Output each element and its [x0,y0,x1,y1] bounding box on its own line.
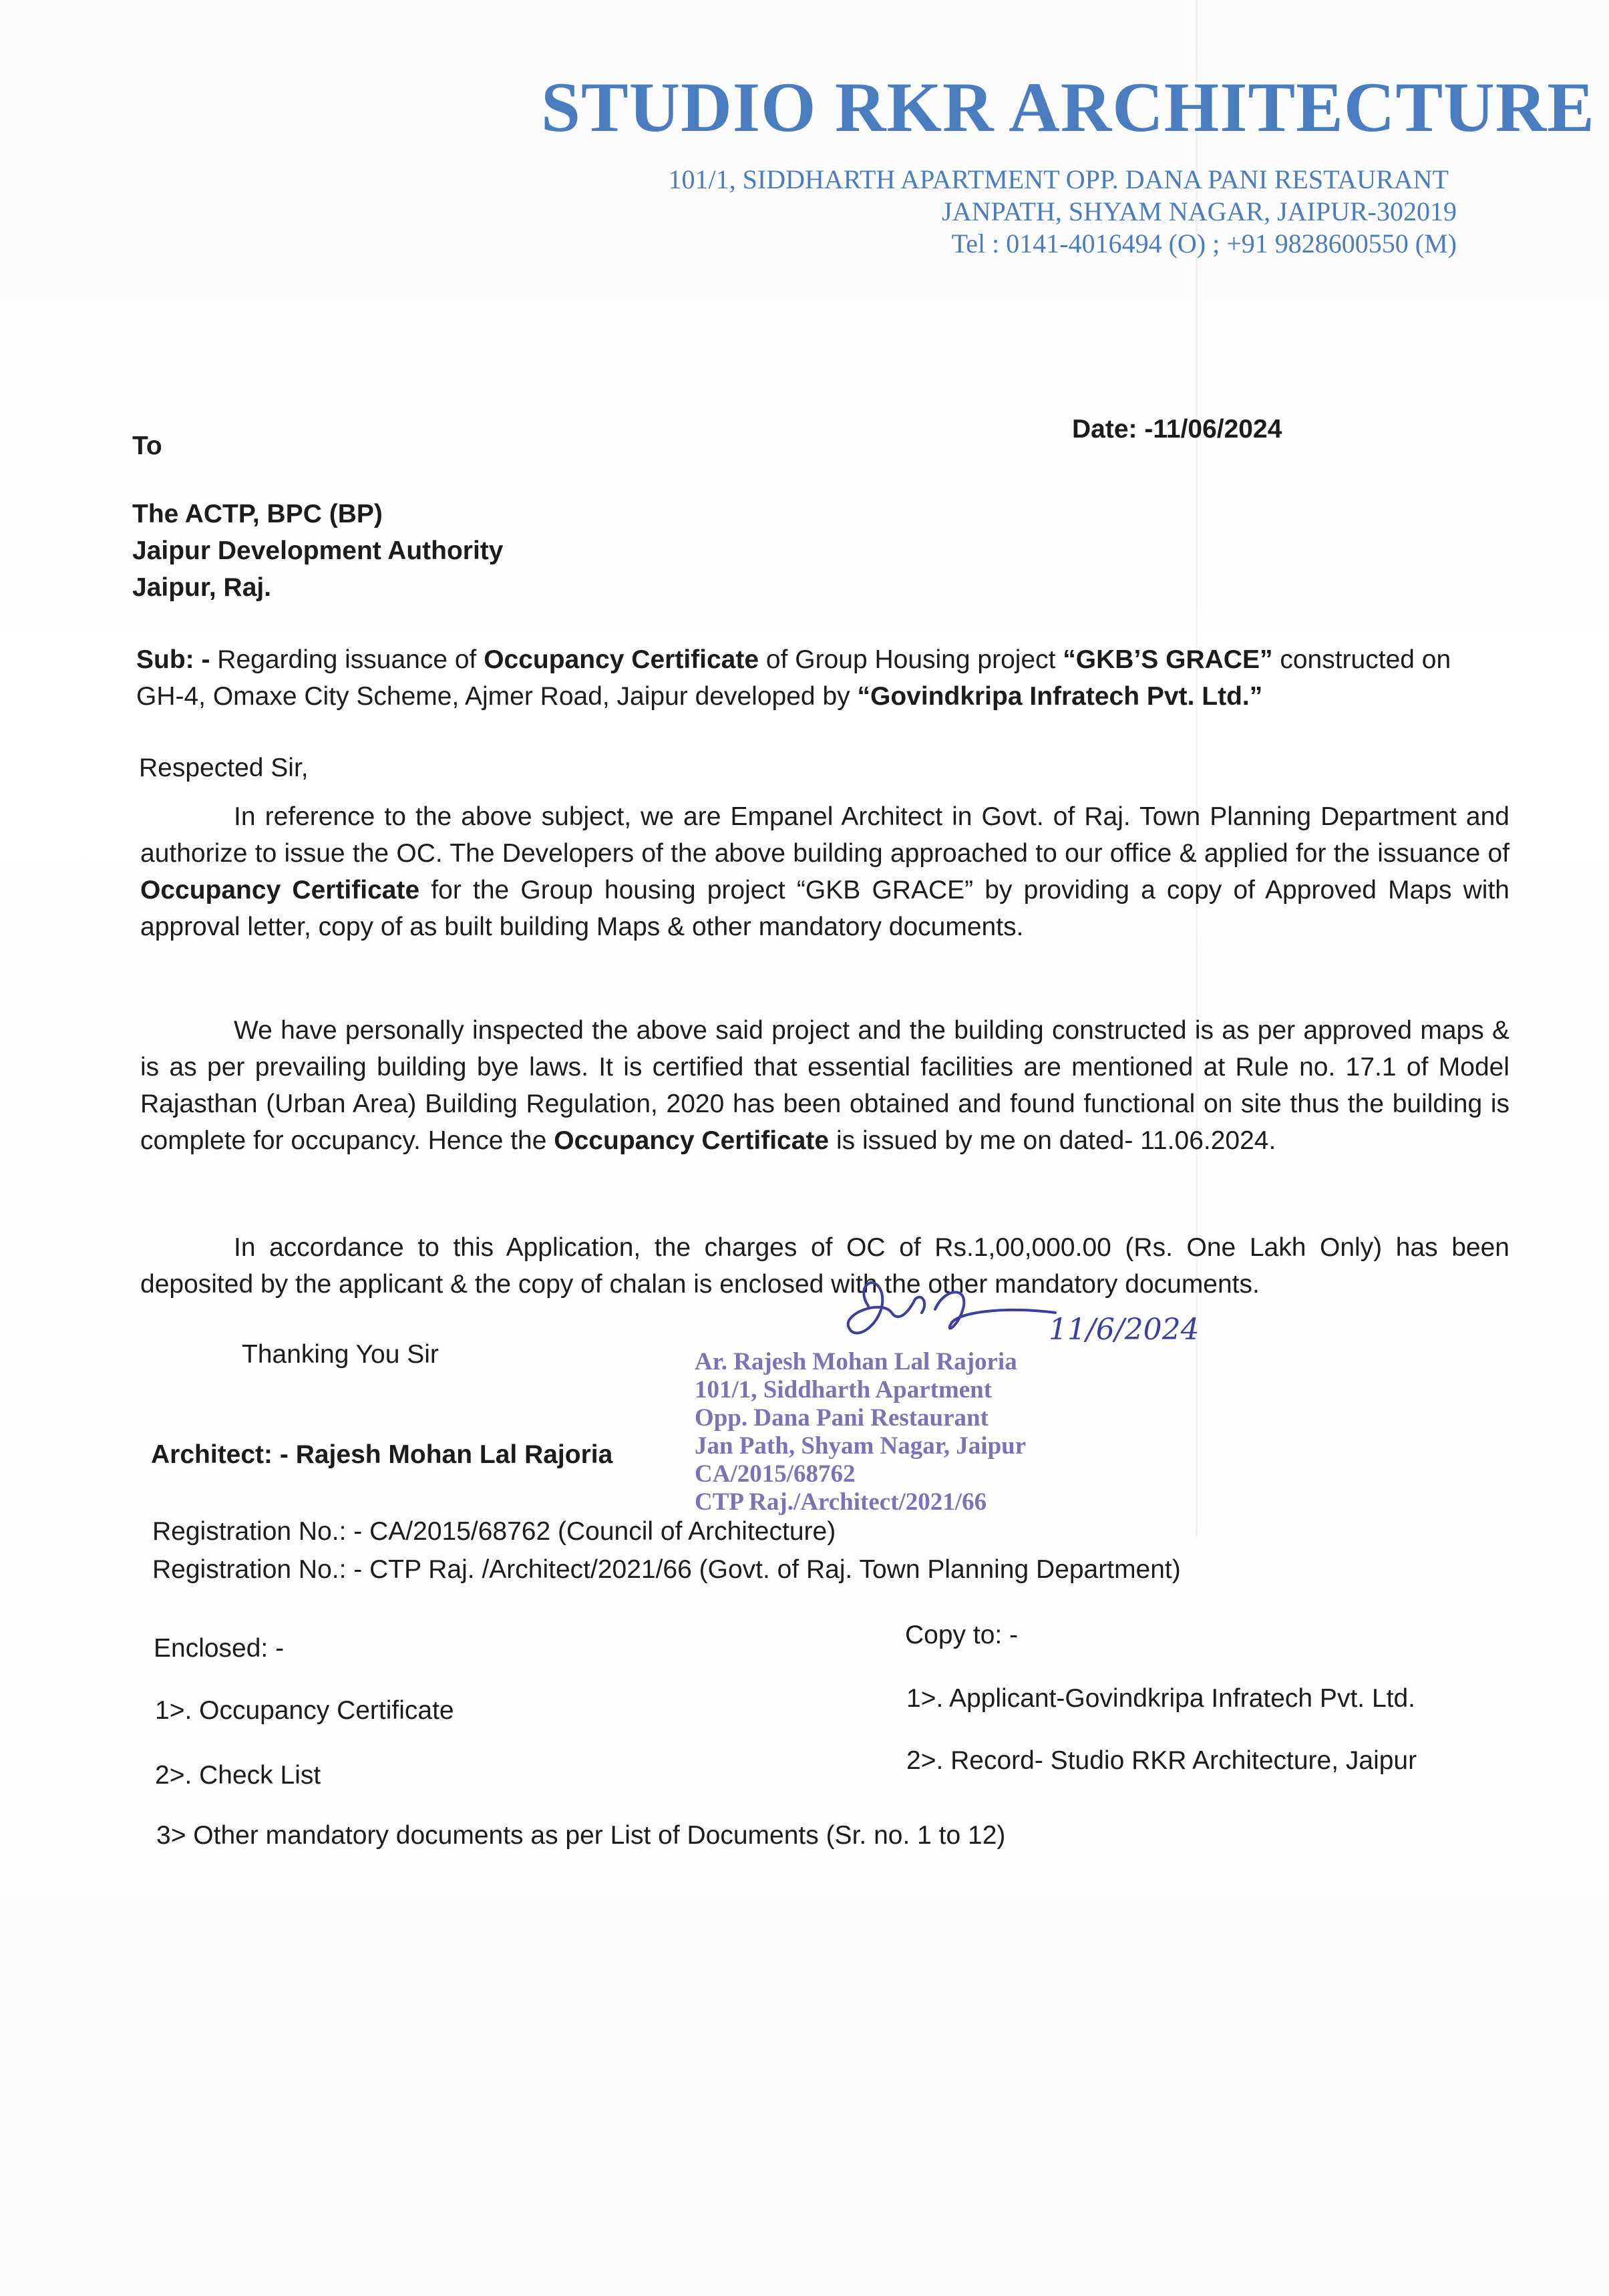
project-name: “GKB’S GRACE” [1063,645,1273,674]
to-label: To [132,432,162,460]
recipient-line1: The ACTP, BPC (BP) [132,500,383,528]
paragraph-text: for the Group housing project “GKB GRACE” by providing a copy of Approved Maps with approval letter, copy of as built building Maps & other mandatory documents. [140,876,1509,941]
enclosed-item: 1>. Occupancy Certificate [155,1696,454,1725]
copy-to-heading: Copy to: - [905,1621,1019,1649]
paragraph-2 [140,1012,1509,1159]
subject-bold: Occupancy Certificate [484,645,759,674]
paragraph-3: In accordance to this Application, the charges of OC of Rs.1,00,000.00 (Rs. One Lakh Only) has been deposited by the applicant & the copy of chalan is enclosed with the other mandatory documents. [140,1233,1509,1299]
enclosed-heading: Enclosed: - [154,1634,285,1663]
paragraph-text: We have personally inspected the above said project and the building constructed is as per approved maps & is as per prevailing building bye laws. It is certified that essential facilities are mentioned at Rule no. 17.1 of Model Rajasthan (Urban Area) Building Regulation, 2020 has been obtained and found functional on site thus the building is complete for occupancy. Hence the [140,1016,1509,1155]
recipient-line3: Jaipur, Raj. [132,573,272,602]
subject-text: constructed on GH-4, Omaxe City Scheme, Ajmer Road, Jaipur developed by [136,645,1451,711]
developer-name: “Govindkripa Infratech Pvt. Ltd.” [857,682,1263,711]
recipient-line2: Jaipur Development Authority [132,536,504,565]
copy-to-item: 1>. Applicant-Govindkripa Infratech Pvt. Ltd. [906,1684,1416,1713]
salutation: Respected Sir, [139,754,309,782]
paragraph-text: In reference to the above subject, we are Empanel Architect in Govt. of Raj. Town Planning Department and authorize to issue the OC. The Developers of the above building approached to our office & applied for the issuance of [140,802,1509,868]
firm-name: STUDIO RKR ARCHITECTURE [541,68,1595,146]
stamp-line: 101/1, Siddharth Apartment [695,1376,993,1404]
stamp-line: Opp. Dana Pani Restaurant [695,1404,989,1432]
letterhead-address-line2: JANPATH, SHYAM NAGAR, JAIPUR-302019 [942,196,1457,226]
registration-ca: Registration No.: - CA/2015/68762 (Council of Architecture) [152,1517,836,1546]
paragraph-1 [140,798,1509,945]
letterhead-contact: Tel : 0141-4016494 (O) ; +91 9828600550 (M) [951,228,1457,259]
stamp-line: Ar. Rajesh Mohan Lal Rajoria [695,1348,1017,1375]
subject-text: Regarding issuance of [210,645,484,674]
enclosed-item: 3> Other mandatory documents as per List of Documents (Sr. no. 1 to 12) [156,1821,1006,1850]
stamp-line: CA/2015/68762 [695,1460,856,1488]
signature-date: 11/6/2024 [1049,1313,1200,1347]
subject-line [136,641,1505,715]
paragraph-text: is issued by me on dated- 11.06.2024. [829,1126,1276,1155]
signature [828,1273,1202,1400]
subject-label: Sub: - [136,645,210,674]
paragraph-bold: Occupancy Certificate [140,876,420,905]
registration-ctp: Registration No.: - CTP Raj. /Architect/2021/66 (Govt. of Raj. Town Planning Department) [152,1555,1181,1584]
closing: Thanking You Sir [242,1340,439,1369]
recipient-address [132,496,733,606]
stamp-line: Jan Path, Shyam Nagar, Jaipur [695,1432,1027,1460]
stamp-line: CTP Raj./Architect/2021/66 [695,1488,987,1516]
letterhead-address-line1: 101/1, SIDDHARTH APARTMENT OPP. DANA PANI RESTAURANT [668,164,1449,194]
subject-text: of Group Housing project [759,645,1063,674]
enclosed-item: 2>. Check List [155,1761,321,1790]
paragraph-bold: Occupancy Certificate [554,1126,830,1155]
letter-date: Date: -11/06/2024 [1072,415,1282,444]
architect-name: Architect: - Rajesh Mohan Lal Rajoria [151,1440,613,1469]
copy-to-item: 2>. Record- Studio RKR Architecture, Jaipur [906,1746,1417,1775]
